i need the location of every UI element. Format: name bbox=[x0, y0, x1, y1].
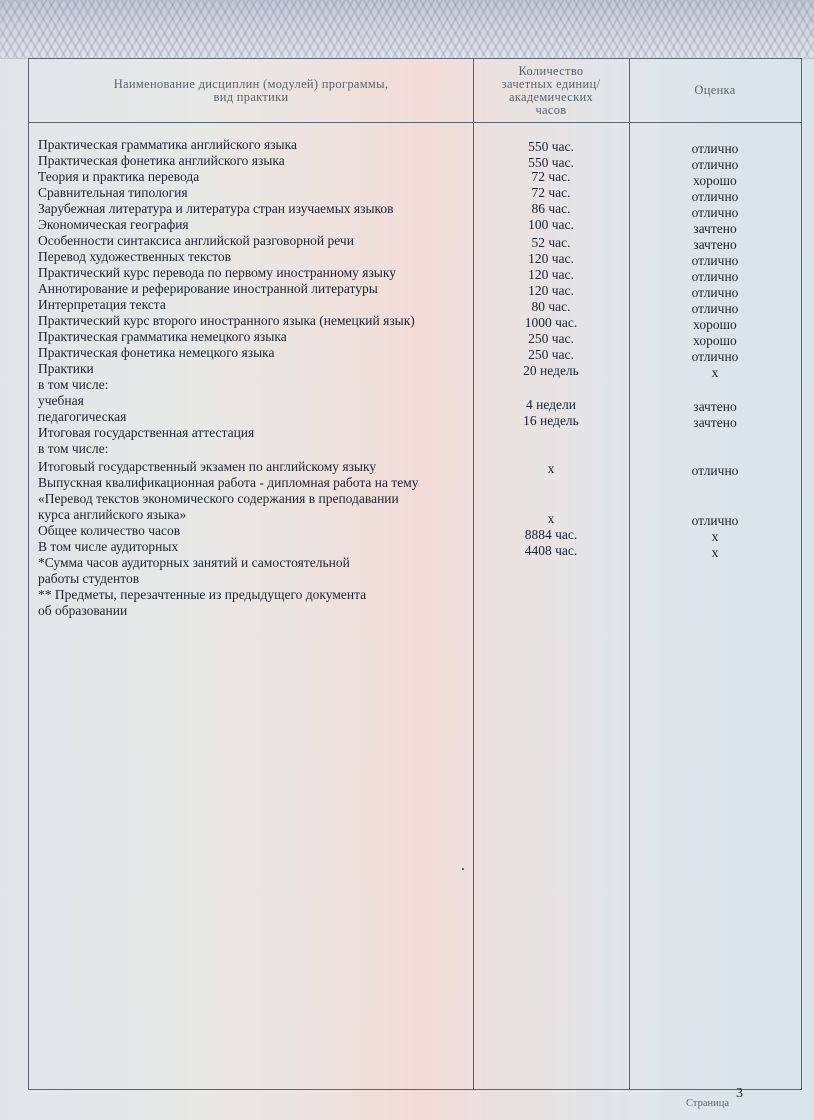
grade-value: х bbox=[711, 365, 719, 380]
discipline-name: Практический курс перевода по первому иностранному языку bbox=[38, 265, 396, 280]
grade-value: отлично bbox=[691, 205, 739, 220]
discipline-name: Теория и практика перевода bbox=[38, 169, 200, 184]
hours-value: 120 час. bbox=[528, 283, 574, 298]
discipline-name: Особенности синтаксиса английской разговорной речи bbox=[38, 233, 354, 248]
header-grade: Оценка bbox=[694, 83, 736, 97]
discipline-name: учебная bbox=[38, 393, 84, 408]
hours-value: 250 час. bbox=[528, 331, 574, 346]
grade-value: х bbox=[711, 545, 719, 560]
discipline-name: в том числе: bbox=[38, 377, 109, 392]
disciplines-table bbox=[28, 58, 802, 1090]
discipline-name: Практическая грамматика английского языка bbox=[38, 137, 297, 152]
hours-value: 550 час. bbox=[528, 155, 574, 170]
hours-value: 120 час. bbox=[528, 267, 574, 282]
discipline-name: Практическая грамматика немецкого языка bbox=[38, 329, 287, 344]
grade-value: отлично bbox=[691, 301, 739, 316]
discipline-name: «Перевод текстов экономического содержания в преподавании bbox=[38, 491, 399, 506]
hours-value: 100 час. bbox=[528, 217, 574, 232]
grade-value: зачтено bbox=[693, 221, 737, 236]
hours-value: 52 час. bbox=[531, 235, 571, 250]
hours-value: 4 недели bbox=[526, 397, 576, 412]
grade-value: отлично bbox=[691, 349, 739, 364]
discipline-name: Практики bbox=[38, 361, 94, 376]
hours-value: х bbox=[547, 461, 555, 476]
discipline-name: В том числе аудиторных bbox=[38, 539, 179, 554]
grade-value: хорошо bbox=[693, 173, 737, 188]
hours-value: 4408 час. bbox=[524, 543, 578, 558]
discipline-name: Зарубежная литература и литература стран изучаемых языков bbox=[38, 201, 394, 216]
discipline-name: работы студентов bbox=[38, 571, 140, 586]
grade-value: х bbox=[711, 529, 719, 544]
discipline-name: Практический курс второго иностранного языка (немецкий язык) bbox=[38, 313, 415, 328]
hours-value: 16 недель bbox=[523, 413, 579, 428]
discipline-name: Практическая фонетика немецкого языка bbox=[38, 345, 275, 360]
header-divider bbox=[29, 122, 801, 123]
grade-value: хорошо bbox=[693, 317, 737, 332]
grade-value: отлично bbox=[691, 285, 739, 300]
page-number: 3 bbox=[736, 1086, 743, 1101]
discipline-name: Перевод художественных текстов bbox=[38, 249, 232, 264]
discipline-name: Общее количество часов bbox=[38, 523, 181, 538]
header-hours: Количество зачетных единиц/ академических часов bbox=[501, 63, 601, 117]
hours-value: 250 час. bbox=[528, 347, 574, 362]
grade-value: зачтено bbox=[693, 415, 737, 430]
hours-value: 72 час. bbox=[531, 169, 571, 184]
discipline-name: *Сумма часов аудиторных занятий и самостоятельной bbox=[38, 555, 350, 570]
hours-value: 8884 час. bbox=[524, 527, 578, 542]
grade-value: отлично bbox=[691, 157, 739, 172]
discipline-name: Практическая фонетика английского языка bbox=[38, 153, 285, 168]
page-label: Страница bbox=[686, 1098, 730, 1109]
discipline-name: курса английского языка» bbox=[38, 507, 187, 522]
hours-value: 86 час. bbox=[531, 201, 571, 216]
discipline-name: ** Предметы, перезачтенные из предыдущего документа bbox=[38, 587, 367, 602]
discipline-name: педагогическая bbox=[38, 409, 127, 424]
discipline-name: Интерпретация текста bbox=[38, 297, 166, 312]
grade-value: хорошо bbox=[693, 333, 737, 348]
decorative-guilloche-border bbox=[0, 0, 814, 59]
hours-value: 20 недель bbox=[523, 363, 579, 378]
discipline-name: Сравнительная типология bbox=[38, 185, 188, 200]
header-disciplines: Наименование дисциплин (модулей) программы, вид практики bbox=[113, 76, 389, 104]
grade-value: отлично bbox=[691, 141, 739, 156]
grade-value: отлично bbox=[691, 189, 739, 204]
hours-value: х bbox=[547, 511, 555, 526]
grade-value: отлично bbox=[691, 513, 739, 528]
grade-value: отлично bbox=[691, 463, 739, 478]
discipline-name: в том числе: bbox=[38, 441, 109, 456]
grade-value: зачтено bbox=[693, 237, 737, 252]
hours-value: 1000 час. bbox=[524, 315, 578, 330]
discipline-name: Выпускная квалификационная работа - дипломная работа на тему bbox=[38, 475, 419, 490]
grade-value: отлично bbox=[691, 253, 739, 268]
discipline-name: Экономическая география bbox=[38, 217, 189, 232]
grade-value: зачтено bbox=[693, 399, 737, 414]
paper-speck bbox=[462, 868, 464, 870]
hours-value: 120 час. bbox=[528, 251, 574, 266]
discipline-name: Итоговая государственная аттестация bbox=[38, 425, 255, 440]
grade-value: отлично bbox=[691, 269, 739, 284]
hours-value: 550 час. bbox=[528, 139, 574, 154]
discipline-name: Итоговый государственный экзамен по английскому языку bbox=[38, 459, 377, 474]
hours-value: 72 час. bbox=[531, 185, 571, 200]
discipline-name: об образовании bbox=[38, 603, 128, 618]
hours-value: 80 час. bbox=[531, 299, 571, 314]
discipline-name: Аннотирование и реферирование иностранной литературы bbox=[38, 281, 378, 296]
